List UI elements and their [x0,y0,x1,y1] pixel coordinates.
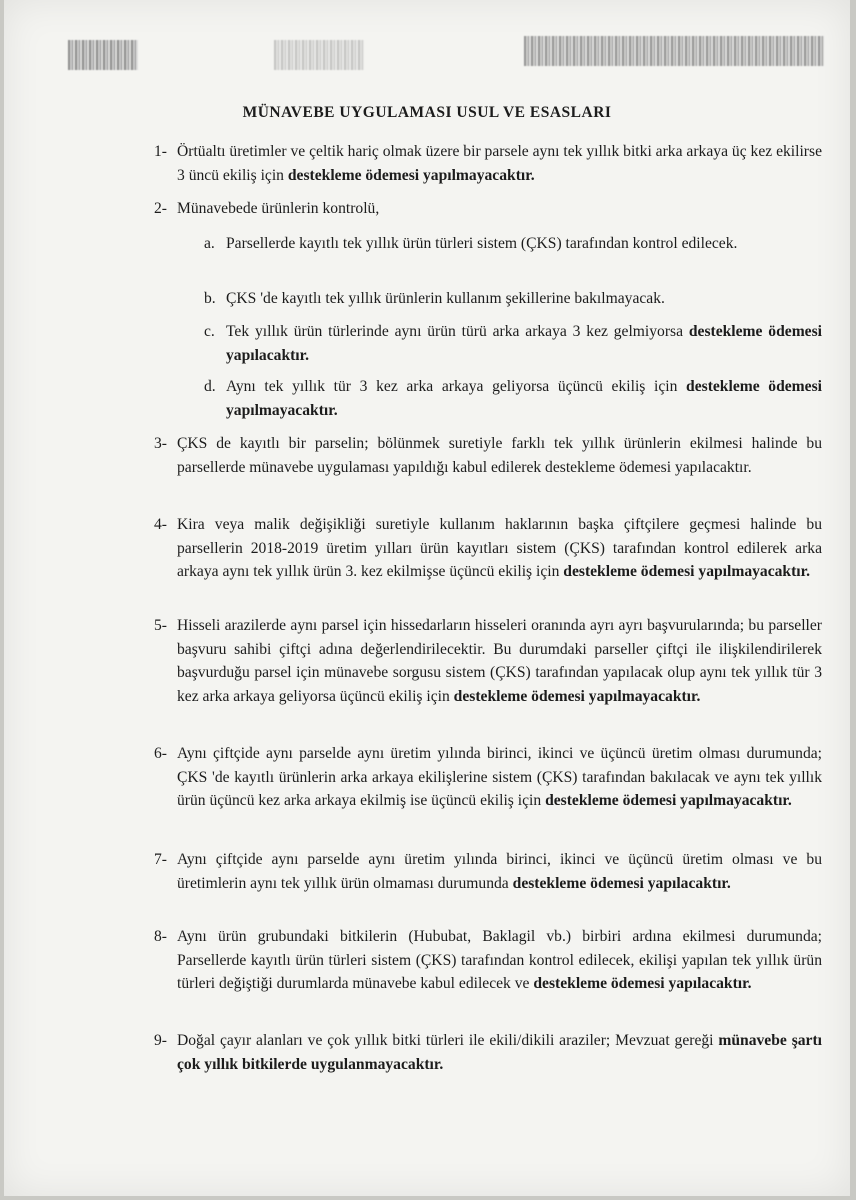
redacted-header-right [524,36,824,66]
redacted-header-left [68,40,138,70]
item-4 [177,513,822,584]
item-7 [177,848,822,895]
item-bold-text: destekleme ödemesi yapılmayacaktır. [563,563,811,580]
item-number: 3- [154,435,167,452]
subitem-b [226,287,822,311]
item-text: Kira veya malik değişikliği suretiyle kullanım haklarının başka çiftçilere geçmesi halinde bu parsellerin 2018-2019 üretim yılları ürün kayıtları sistem (ÇKS) tarafından kontrol edilerek arka arkaya aynı tek yıllık ürün 3. kez ekilmişse üçüncü ekiliş için [177,516,822,580]
subitem-label: d. [204,378,216,395]
item-number: 7- [154,851,167,868]
item-text: Aynı çiftçide aynı parselde aynı üretim yılında birinci, ikinci ve üçüncü üretim olması durumunda; ÇKS 'de kayıtlı ürünlerin arka arkaya ekilişlerine sistem (ÇKS) tarafından bakılacak ve aynı tek yıllık ürün üçüncü kez arka arkaya ekilmiş ise üçüncü ekiliş için [177,745,822,809]
subitem-c [226,320,822,367]
document-title: MÜNAVEBE UYGULAMASI USUL VE ESASLARI [242,104,612,121]
item-2 [177,197,822,221]
item-bold-text: münavebe şartı çok yıllık bitkilerde uygulanmayacaktır. [177,1032,823,1073]
item-number: 1- [154,143,167,160]
subitem-label: c. [204,323,215,340]
item-bold-text: destekleme ödemesi yapılmayacaktır. [453,687,701,705]
item-number: 9- [154,1032,167,1049]
item-text: Doğal çayır alanları ve çok yıllık bitki türleri ile ekili/dikili araziler; Mevzuat gereği [177,1032,719,1049]
item-1 [177,140,822,187]
item-text: Aynı ürün grubundaki bitkilerin (Hububat, Baklagil vb.) birbiri ardına ekilmesi durumunda; Parsellerde kayıtlı ürün türleri sistem (ÇKS) tarafından kontrol edilecek, ekilişi yapılan tek yıllık ürün türleri değiştiği durumlarda münavebe kabul edilecek ve [177,928,822,992]
subitem-a [226,232,822,256]
item-bold-text: destekleme ödemesi yapılacaktır. [512,874,731,892]
item-text: Örtüaltı üretimler ve çeltik hariç olmak üzere bir parsele aynı tek yıllık bitki arka arkaya üç kez ekilirse 3 üncü ekiliş için [177,143,822,184]
subitem-text: Tek yıllık ürün türlerinde aynı ürün türü arka arkaya 3 kez gelmiyorsa [226,323,689,340]
redacted-header-middle [274,40,364,70]
item-bold-text: destekleme ödemesi yapılmayacaktır. [545,792,792,809]
item-text: ÇKS de kayıtlı bir parselin; bölünmek suretiyle farklı tek yıllık ürünlerin ekilmesi halinde bu parsellerde münavebe uygulaması yapıldığı kabul edilerek destekleme ödemesi yapılacaktır. [177,435,822,476]
item-number: 8- [154,928,167,945]
item-5 [177,614,822,708]
subitem-label: a. [204,235,215,252]
item-6 [177,742,822,813]
item-text: Münavebede ürünlerin kontrolü, [177,200,380,217]
item-9 [177,1029,822,1076]
subitem-label: b. [204,290,216,307]
item-number: 5- [154,617,167,634]
subitem-text: Parsellerde kayıtlı tek yıllık ürün türleri sistem (ÇKS) tarafından kontrol edilecek. [226,235,738,252]
item-number: 4- [154,516,167,533]
subitem-text: Aynı tek yıllık tür 3 kez arka arkaya geliyorsa üçüncü ekiliş için [226,378,687,395]
item-text: Aynı çiftçide aynı parselde aynı üretim yılında birinci, ikinci ve üçüncü üretim olması ve bu üretimlerin aynı tek yıllık ürün olmaması durumunda [177,851,822,892]
document-page [4,0,850,1196]
item-number: 2- [154,200,167,217]
subitem-d [226,375,822,422]
item-bold-text: destekleme ödemesi yapılacaktır. [533,975,752,992]
item-text: Hisseli arazilerde aynı parsel için hissedarların hisseleri oranında ayrı ayrı başvurularında; bu parseller başvuru sahibi çiftçi adına değerlendirilecektir. Bu durumdaki parseller çiftçi ile ilişkilendirilerek başvurduğu parsel için münavebe sorgusu sistem (ÇKS) tarafından yapılacak olup aynı tek yıllık tür 3 kez arka arkaya geliyorsa üçüncü ekiliş için [177,617,822,705]
item-number: 6- [154,745,167,762]
subitem-bold-text: destekleme ödemesi yapılacaktır. [226,323,823,364]
item-bold-text: destekleme ödemesi yapılmayacaktır. [287,166,535,184]
item-8 [177,925,822,996]
item-3 [177,432,822,479]
subitem-text: ÇKS 'de kayıtlı tek yıllık ürünlerin kullanım şekillerine bakılmayacak. [226,290,665,307]
subitem-bold-text: destekleme ödemesi yapılmayacaktır. [226,378,822,419]
